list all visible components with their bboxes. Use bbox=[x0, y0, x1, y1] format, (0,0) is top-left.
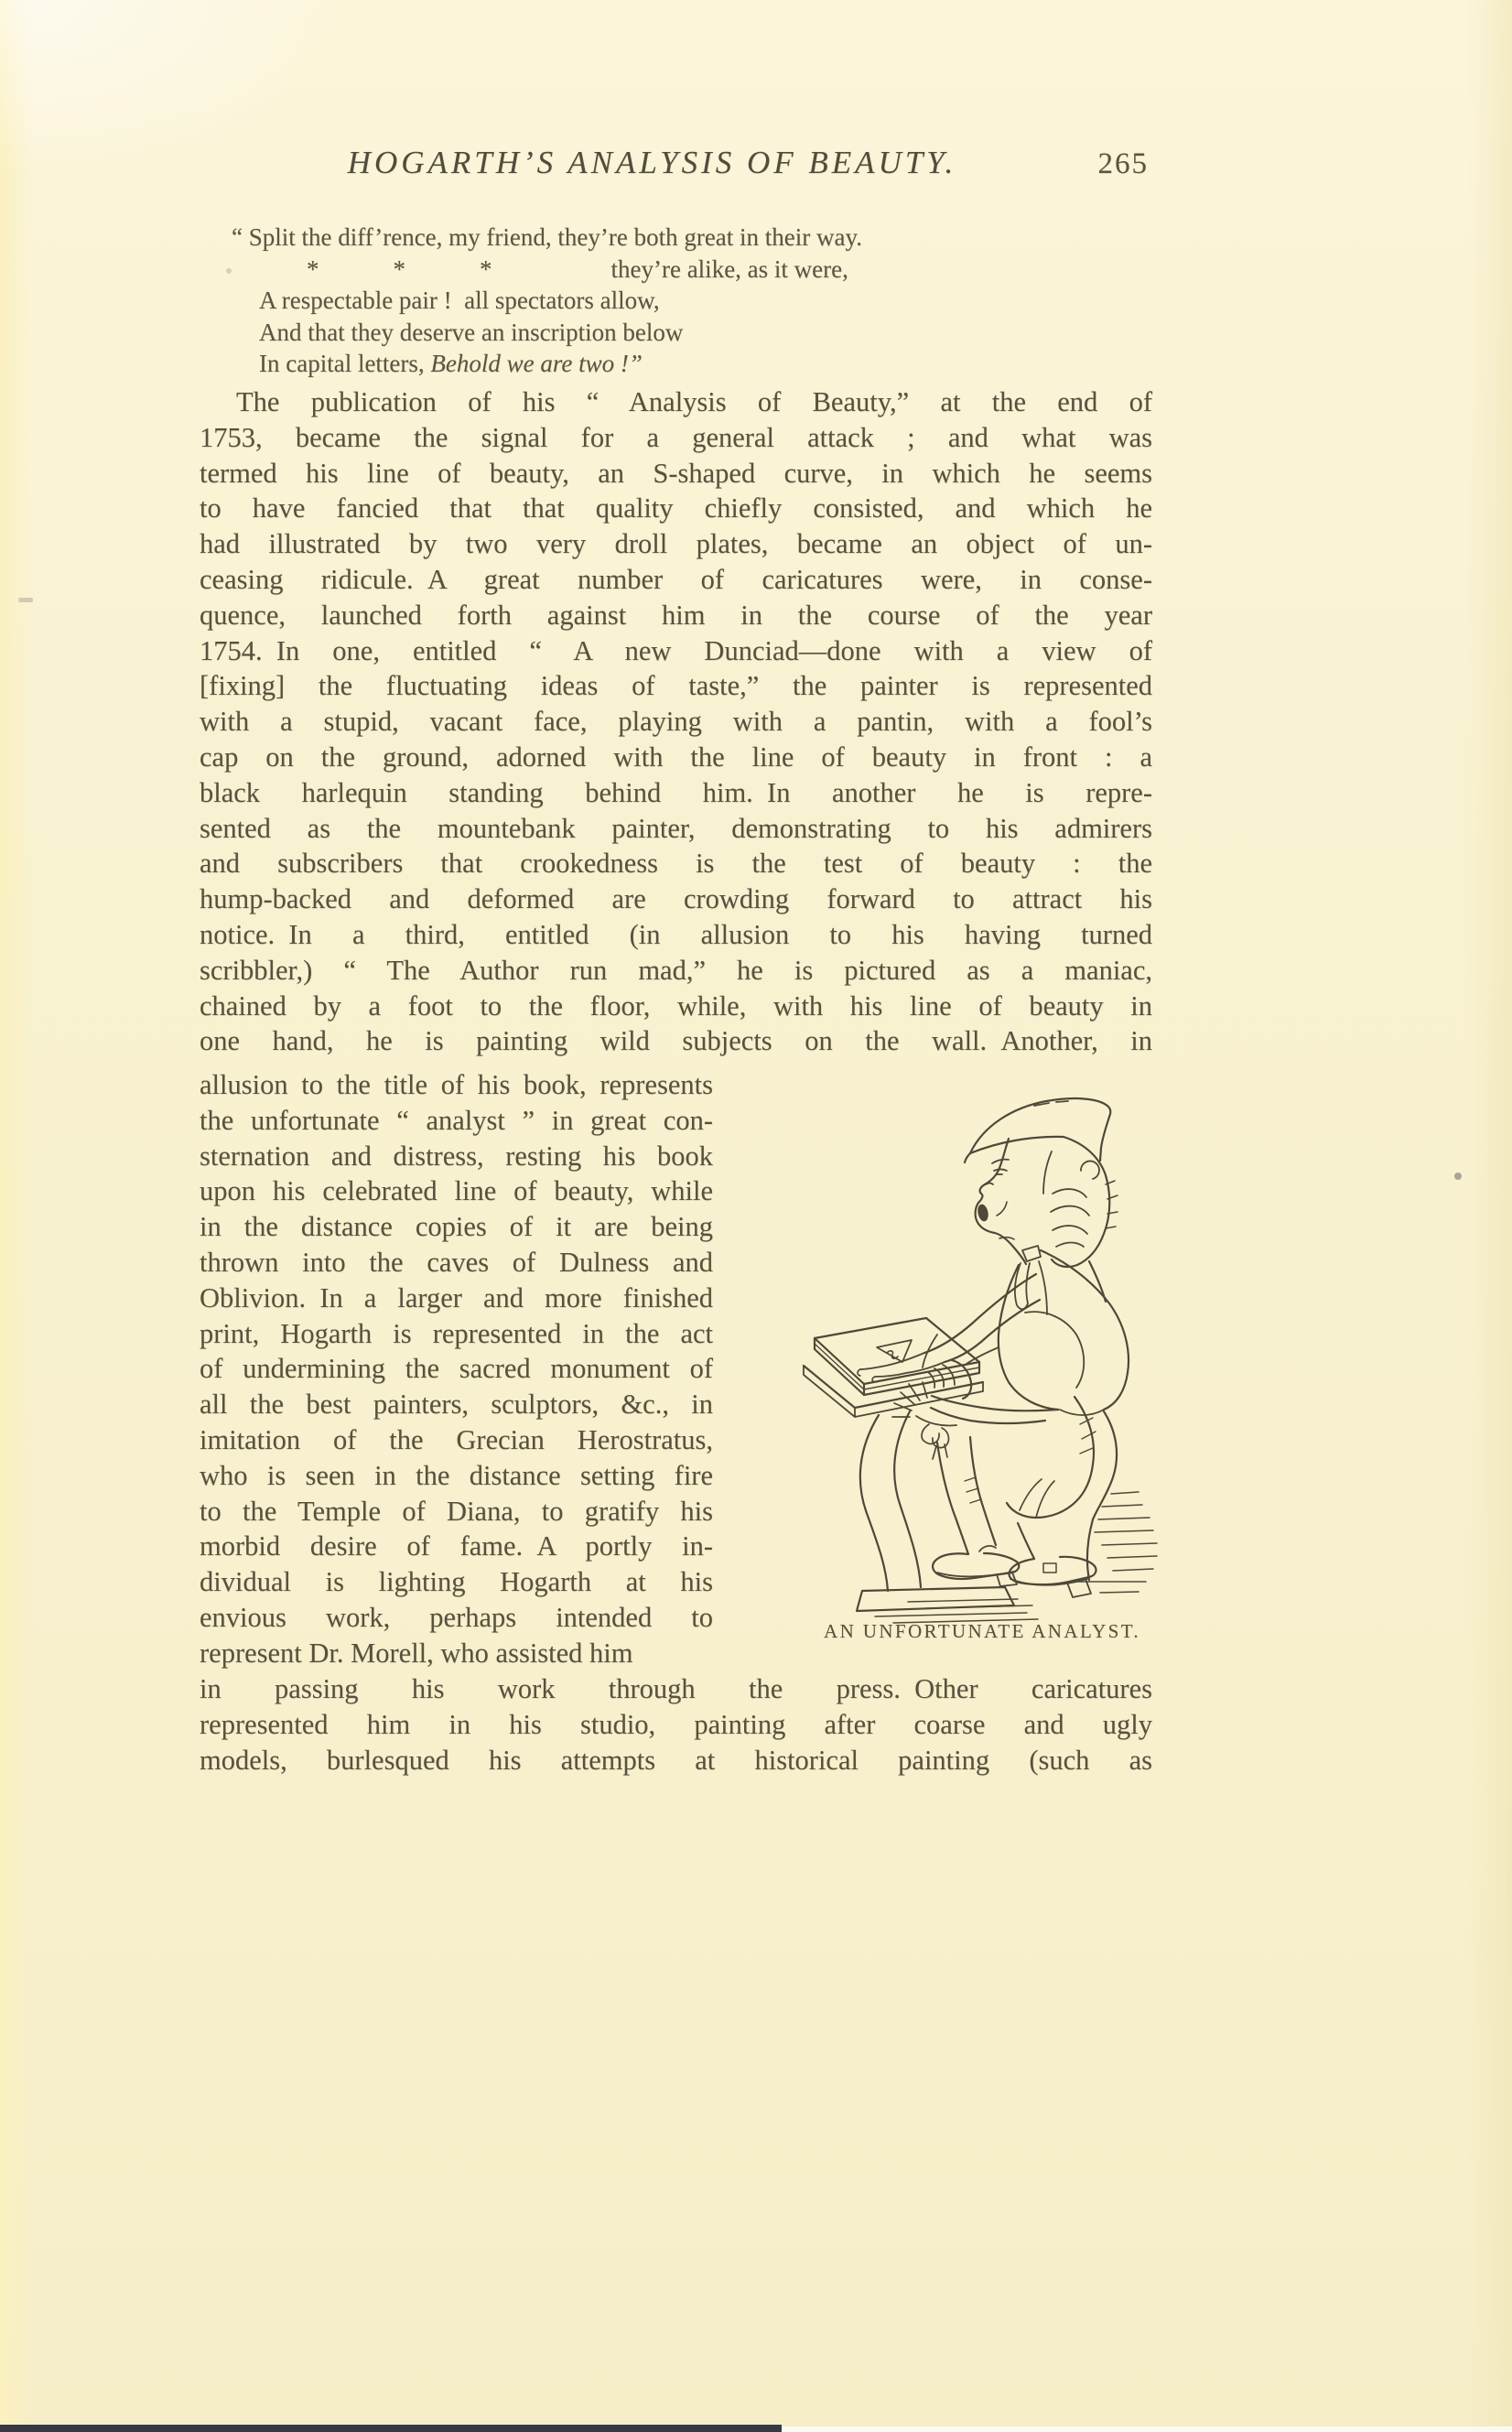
text-line: models, burlesqued his attempts at historical painting (such as bbox=[200, 1744, 1152, 1776]
text-line: to have fancied that that quality chiefly consisted, and which he bbox=[200, 492, 1152, 524]
text-line: one hand, he is painting wild subjects on the wall. Another, in bbox=[200, 1025, 1152, 1057]
text-line: scribbler,) “ The Author run mad,” he is pictured as a maniac, bbox=[200, 954, 1152, 986]
text-line: black harlequin standing behind him. In another he is repre- bbox=[200, 776, 1152, 808]
paragraph-1 bbox=[200, 384, 1152, 1059]
legs-and-breeches bbox=[892, 1382, 1058, 1559]
shoes bbox=[933, 1546, 1096, 1597]
text-line: ceasing ridicule. A great number of caricatures were, in conse- bbox=[200, 563, 1152, 595]
page-number: 265 bbox=[1097, 147, 1149, 180]
text-line: all the best painters, sculptors, &c., in bbox=[200, 1389, 713, 1421]
text-line: chained by a foot to the floor, while, with his line of beauty in bbox=[200, 989, 1152, 1021]
text-line: termed his line of beauty, an S-shaped curve, in which he seems bbox=[200, 457, 1152, 489]
ground-hatching bbox=[908, 1492, 1157, 1608]
quote-line: “ Split the diff’rence, my friend, they’re both great in their way. bbox=[232, 223, 863, 251]
book-stand bbox=[804, 1366, 1038, 1623]
figure-unfortunate-analyst bbox=[798, 1093, 1192, 1683]
text-line: in the distance copies of it are being bbox=[200, 1211, 713, 1243]
text-line: quence, launched forth against him in the course of the year bbox=[200, 599, 1152, 631]
text-line: morbid desire of fame. A portly in- bbox=[200, 1530, 713, 1562]
paper-speck bbox=[18, 598, 33, 602]
text-line: The publication of his “ Analysis of Beauty,” at the end of bbox=[236, 386, 1152, 417]
text-line: represented him in his studio, painting after coarse and ugly bbox=[200, 1708, 1152, 1740]
chair-leg bbox=[1080, 1411, 1117, 1580]
quote-line-asterisks bbox=[259, 254, 1183, 286]
quote-line-fragment: they’re alike, as it were, bbox=[610, 254, 848, 283]
text-line: with a stupid, vacant face, playing with a pantin, with a fool’s bbox=[200, 706, 1152, 738]
text-line: of undermining the sacred monument of bbox=[200, 1353, 713, 1385]
torso bbox=[999, 1250, 1129, 1415]
text-line: and subscribers that crookedness is the test of beauty : the bbox=[200, 848, 1152, 880]
text-line: print, Hogarth is represented in the act bbox=[200, 1317, 713, 1349]
text-line: to the Temple of Diana, to gratify his bbox=[200, 1495, 713, 1527]
text-line: thrown into the caves of Dulness and bbox=[200, 1246, 713, 1278]
quote-line-fragment: In capital letters, bbox=[259, 350, 431, 377]
quote-line bbox=[259, 348, 1183, 380]
text-line: hump-backed and deformed are crowding forward to attract his bbox=[200, 883, 1152, 915]
unfortunate-analyst-illustration bbox=[798, 1093, 1164, 1638]
paper-speck bbox=[226, 268, 232, 274]
text-line: envious work, perhaps intended to bbox=[200, 1601, 713, 1633]
text-line: sented as the mountebank painter, demonstrating to his admirers bbox=[200, 812, 1152, 844]
verse-quote bbox=[232, 222, 1183, 380]
face bbox=[976, 1139, 1026, 1264]
figure-caption: AN UNFORTUNATE ANALYST. bbox=[824, 1620, 1141, 1642]
text-line: notice. In a third, entitled (in allusion to his having turned bbox=[200, 918, 1152, 950]
paragraph-2-full-width bbox=[200, 1671, 1152, 1778]
text-line: cap on the ground, adorned with the line of beauty in front : a bbox=[200, 740, 1152, 773]
quote-line: A respectable pair ! all spectators allow, bbox=[259, 286, 660, 314]
text-line: had illustrated by two very droll plates, became an object of un- bbox=[200, 528, 1152, 560]
quote-line: And that they deserve an inscription below bbox=[259, 318, 684, 346]
scan-edge-dark-strip bbox=[0, 2425, 782, 2432]
text-line: imitation of the Grecian Herostratus, bbox=[200, 1423, 713, 1455]
text-line: sternation and distress, resting his book bbox=[200, 1140, 713, 1172]
text-line: who is seen in the distance setting fire bbox=[200, 1459, 713, 1491]
quote-line-italic-fragment: Behold we are two !” bbox=[430, 350, 643, 377]
page-title: HOGARTH’S ANALYSIS OF BEAUTY. bbox=[347, 145, 957, 180]
text-line: represent Dr. Morell, who assisted him bbox=[200, 1637, 633, 1669]
wig bbox=[1043, 1137, 1118, 1302]
text-line: 1754. In one, entitled “ A new Dunciad—done with a view of bbox=[200, 634, 1152, 666]
scan-edge-light-strip bbox=[782, 2427, 1512, 2432]
paper-speck bbox=[1454, 1173, 1462, 1180]
text-line: allusion to the title of his book, represents bbox=[200, 1069, 713, 1100]
text-line: in passing his work through the press. Other caricatures bbox=[200, 1673, 1152, 1704]
hat bbox=[965, 1098, 1110, 1162]
asterisk-row: * * * bbox=[307, 254, 492, 283]
text-line: [fixing] the fluctuating ideas of taste,” the painter is represented bbox=[200, 670, 1152, 702]
text-line: 1753, became the signal for a general attack ; and what was bbox=[200, 421, 1152, 453]
text-line: dividual is lighting Hogarth at his bbox=[200, 1566, 713, 1598]
running-head bbox=[200, 145, 1152, 189]
paragraph-2-wrapped-column bbox=[200, 1067, 713, 1671]
text-line: Oblivion. In a larger and more finished bbox=[200, 1281, 713, 1313]
cravat bbox=[1015, 1246, 1041, 1309]
text-line: upon his celebrated line of beauty, while bbox=[200, 1175, 713, 1207]
right-arm-and-hand bbox=[858, 1274, 1040, 1382]
text-line: the unfortunate “ analyst ” in great con- bbox=[200, 1104, 713, 1136]
